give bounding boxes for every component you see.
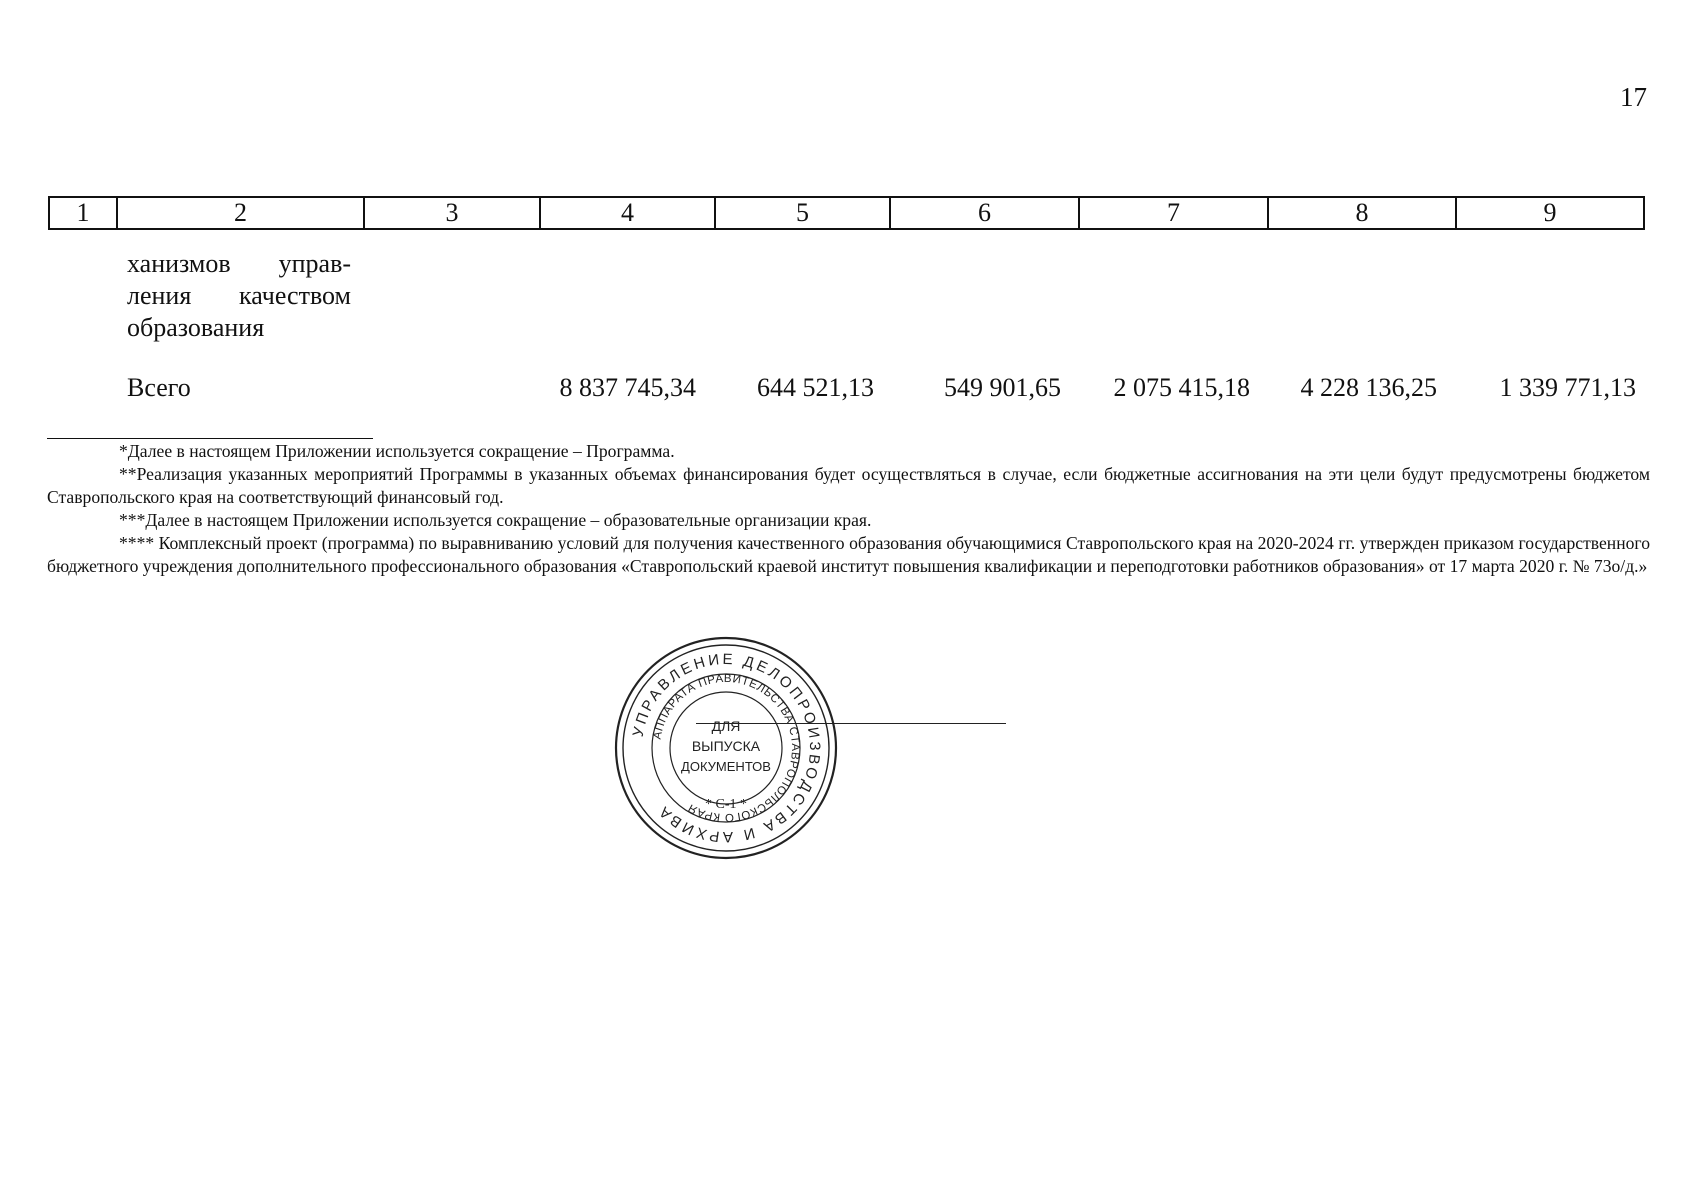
footnote-4: **** Комплексный проект (программа) по выравниванию условий для получения качественного образования обучающимися Ставропольского края на 2020-2024 гг. утвержден приказом государственного бюджетного учреждения дополнительного профессионального образования «Ставропольский краевой институт повышения квалификации и переподготовки работников образования» от 17 марта 2020 г. № 73о/д.» [47,533,1650,576]
signature-line [696,723,1006,724]
column-number-8: 8 [1268,197,1456,229]
column-number-6: 6 [890,197,1079,229]
total-value-col5: 644 521,13 [757,373,874,402]
total-label: Всего [127,373,191,402]
footnote-1: *Далее в настоящем Приложении используется сокращение – Программа. [119,441,675,461]
column-number-3: 3 [364,197,540,229]
footnotes [47,440,1650,578]
official-stamp [610,632,842,864]
table-column-numbers [48,196,1645,230]
stamp-bottom-mark: * С-1 * [705,797,747,812]
total-value-col7: 2 075 415,18 [1113,373,1250,402]
stamp-center-line-1: ДЛЯ [711,718,741,734]
total-value-col9: 1 339 771,13 [1499,373,1636,402]
continuation-line: ления качеством [127,281,351,310]
total-value-col6: 549 901,65 [944,373,1061,402]
footnote-2: **Реализация указанных мероприятий Программы в указанных объемах финансирования будет осуществляться в случае, если бюджетные ассигнования на эти цели будут предусмотрены бюджетом Ставропольского края на соответствующий финансовый год. [47,464,1650,507]
row-continuation-text [127,248,351,344]
column-number-5: 5 [715,197,890,229]
total-value-col8: 4 228 136,25 [1300,373,1437,402]
stamp-center-line-3: ДОКУМЕНТОВ [681,759,771,774]
total-value-col4: 8 837 745,34 [559,373,696,402]
stamp-center-line-2: ВЫПУСКА [691,738,761,754]
continuation-line: образования [127,313,265,342]
page-number: 17 [1620,82,1647,112]
column-number-4: 4 [540,197,715,229]
column-number-9: 9 [1456,197,1644,229]
footnote-3: ***Далее в настоящем Приложении используется сокращение – образовательные организации края. [119,510,872,530]
stamp-inner-ring-text: АППАРАТА ПРАВИТЕЛЬСТВА СТАВРОПОЛЬСКОГО КРАЯ [651,672,802,824]
column-number-2: 2 [117,197,364,229]
footnote-separator [47,438,373,439]
continuation-line: ханизмов управ- [127,249,351,278]
stamp-outer-text: УПРАВЛЕНИЕ ДЕЛОПРОИЗВОДСТВА И АРХИВА [629,650,824,846]
column-number-7: 7 [1079,197,1268,229]
column-number-1: 1 [49,197,117,229]
